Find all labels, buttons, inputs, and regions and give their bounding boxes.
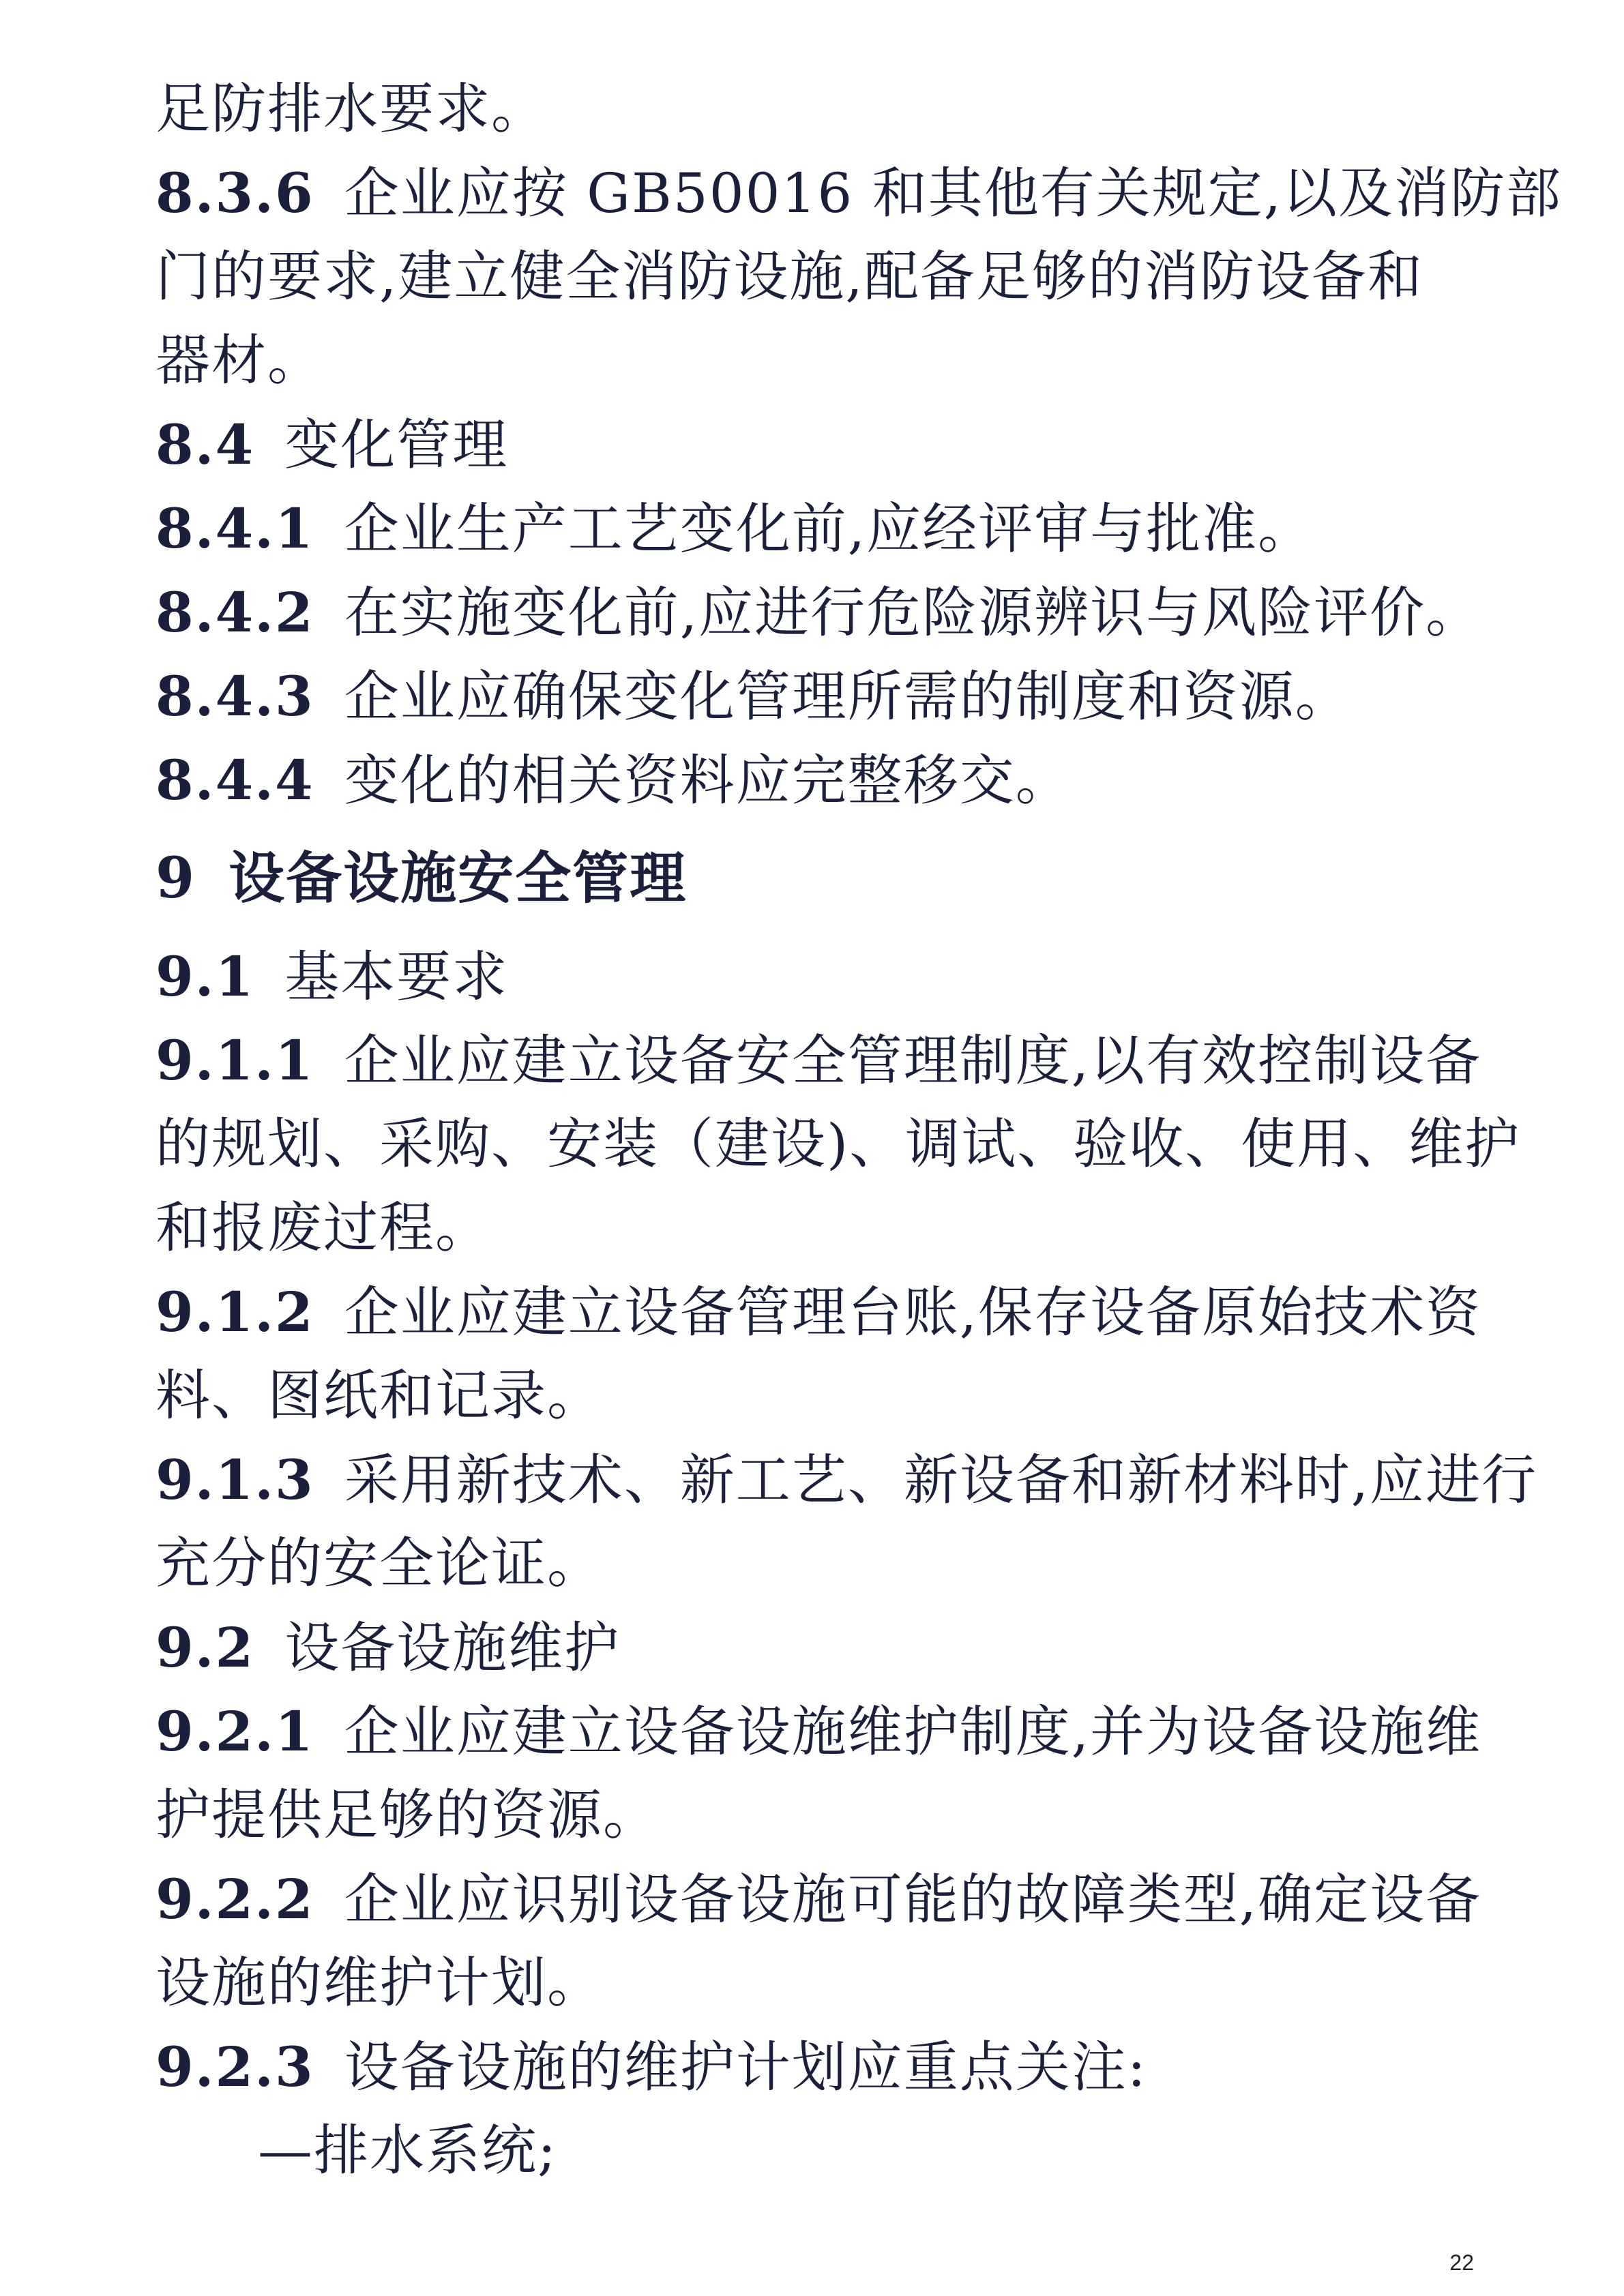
clause-9-2-2 bbox=[156, 1858, 1481, 1940]
text-line bbox=[156, 68, 547, 150]
text-line bbox=[156, 236, 1423, 318]
clause-number: 9.2.1 bbox=[156, 1699, 314, 1763]
text-line bbox=[156, 1103, 1520, 1185]
line-text: —排水系统; bbox=[258, 2119, 557, 2182]
line-text: 企业应识别设备设施可能的故障类型,确定设备 bbox=[344, 1868, 1482, 1931]
line-text: 门的要求,建立健全消防设施,配备足够的消防设备和 bbox=[156, 245, 1423, 308]
section-heading-9-1 bbox=[156, 936, 508, 1017]
clause-9-2-1 bbox=[156, 1690, 1481, 1772]
clause-8-4-1 bbox=[156, 488, 1314, 569]
page-number: 22 bbox=[1449, 2250, 1474, 2275]
clause-number: 8.4.3 bbox=[156, 664, 314, 728]
clause-number: 8.4.4 bbox=[156, 748, 314, 812]
clause-8-4-3 bbox=[156, 655, 1351, 737]
section-heading-8-4 bbox=[156, 404, 508, 486]
clause-9-1-2 bbox=[156, 1271, 1481, 1353]
line-text: 在实施变化前,应进行危险源辨识与风险评价。 bbox=[344, 581, 1482, 644]
clause-9-1-1 bbox=[156, 1019, 1481, 1101]
chapter-title: 设备设施安全管理 bbox=[228, 846, 688, 911]
line-text: 企业应建立设备设施维护制度,并为设备设施维 bbox=[344, 1700, 1482, 1763]
clause-number: 9.1.1 bbox=[156, 1028, 314, 1092]
line-text: 变化的相关资料应完整移交。 bbox=[344, 749, 1072, 812]
line-text: 足防排水要求。 bbox=[156, 77, 547, 140]
clause-8-4-2 bbox=[156, 571, 1481, 653]
clause-number: 9.1.3 bbox=[156, 1448, 314, 1512]
line-text: 企业应建立设备管理台账,保存设备原始技术资 bbox=[344, 1281, 1482, 1344]
line-text: 设施的维护计划。 bbox=[156, 1951, 603, 2014]
line-text: 基本要求 bbox=[284, 945, 509, 1009]
text-line bbox=[156, 1942, 603, 2024]
clause-number: 9.1 bbox=[156, 944, 255, 1009]
line-text: 采用新技术、新工艺、新设备和新材料时,应进行 bbox=[344, 1448, 1538, 1512]
chapter-heading-9 bbox=[156, 837, 687, 919]
line-text: 企业生产工艺变化前,应经评审与批准。 bbox=[344, 497, 1314, 561]
line-text: 护提供足够的资源。 bbox=[156, 1783, 659, 1847]
text-line bbox=[156, 1523, 603, 1605]
line-text: 料、图纸和记录。 bbox=[156, 1364, 603, 1427]
line-text: 设备设施的维护计划应重点关注: bbox=[344, 2036, 1147, 2099]
line-text: 变化管理 bbox=[284, 413, 509, 477]
clause-9-1-3 bbox=[156, 1439, 1537, 1521]
text-line bbox=[156, 320, 323, 402]
line-text: 企业应建立设备安全管理制度,以有效控制设备 bbox=[344, 1029, 1482, 1092]
line-text: 企业应确保变化管理所需的制度和资源。 bbox=[344, 665, 1351, 728]
line-text: 器材。 bbox=[156, 329, 323, 392]
clause-9-2-3 bbox=[156, 2026, 1147, 2108]
text-line bbox=[156, 1355, 603, 1437]
clause-number: 9.2.3 bbox=[156, 2035, 314, 2099]
clause-8-3-6 bbox=[156, 152, 1562, 234]
clause-number: 8.4.2 bbox=[156, 580, 314, 644]
section-heading-9-2 bbox=[156, 1607, 620, 1688]
clause-number: 9.2.2 bbox=[156, 1867, 314, 1931]
chapter-number: 9 bbox=[156, 846, 196, 911]
line-text: 和报废过程。 bbox=[156, 1196, 491, 1259]
line-text: 企业应按 GB50016 和其他有关规定,以及消防部 bbox=[344, 162, 1563, 225]
clause-number: 8.4 bbox=[156, 413, 255, 477]
text-line bbox=[156, 1774, 659, 1856]
clause-number: 8.4.1 bbox=[156, 496, 314, 561]
clause-number: 9.1.2 bbox=[156, 1280, 314, 1344]
clause-number: 9.2 bbox=[156, 1615, 255, 1680]
line-text: 的规划、采购、安装（建设)、调试、验收、使用、维护 bbox=[156, 1112, 1521, 1176]
clause-8-4-4 bbox=[156, 739, 1072, 821]
list-item bbox=[258, 2110, 557, 2192]
text-line bbox=[156, 1187, 491, 1269]
clause-number: 8.3.6 bbox=[156, 161, 314, 225]
line-text: 设备设施维护 bbox=[284, 1616, 621, 1680]
line-text: 充分的安全论证。 bbox=[156, 1532, 603, 1595]
